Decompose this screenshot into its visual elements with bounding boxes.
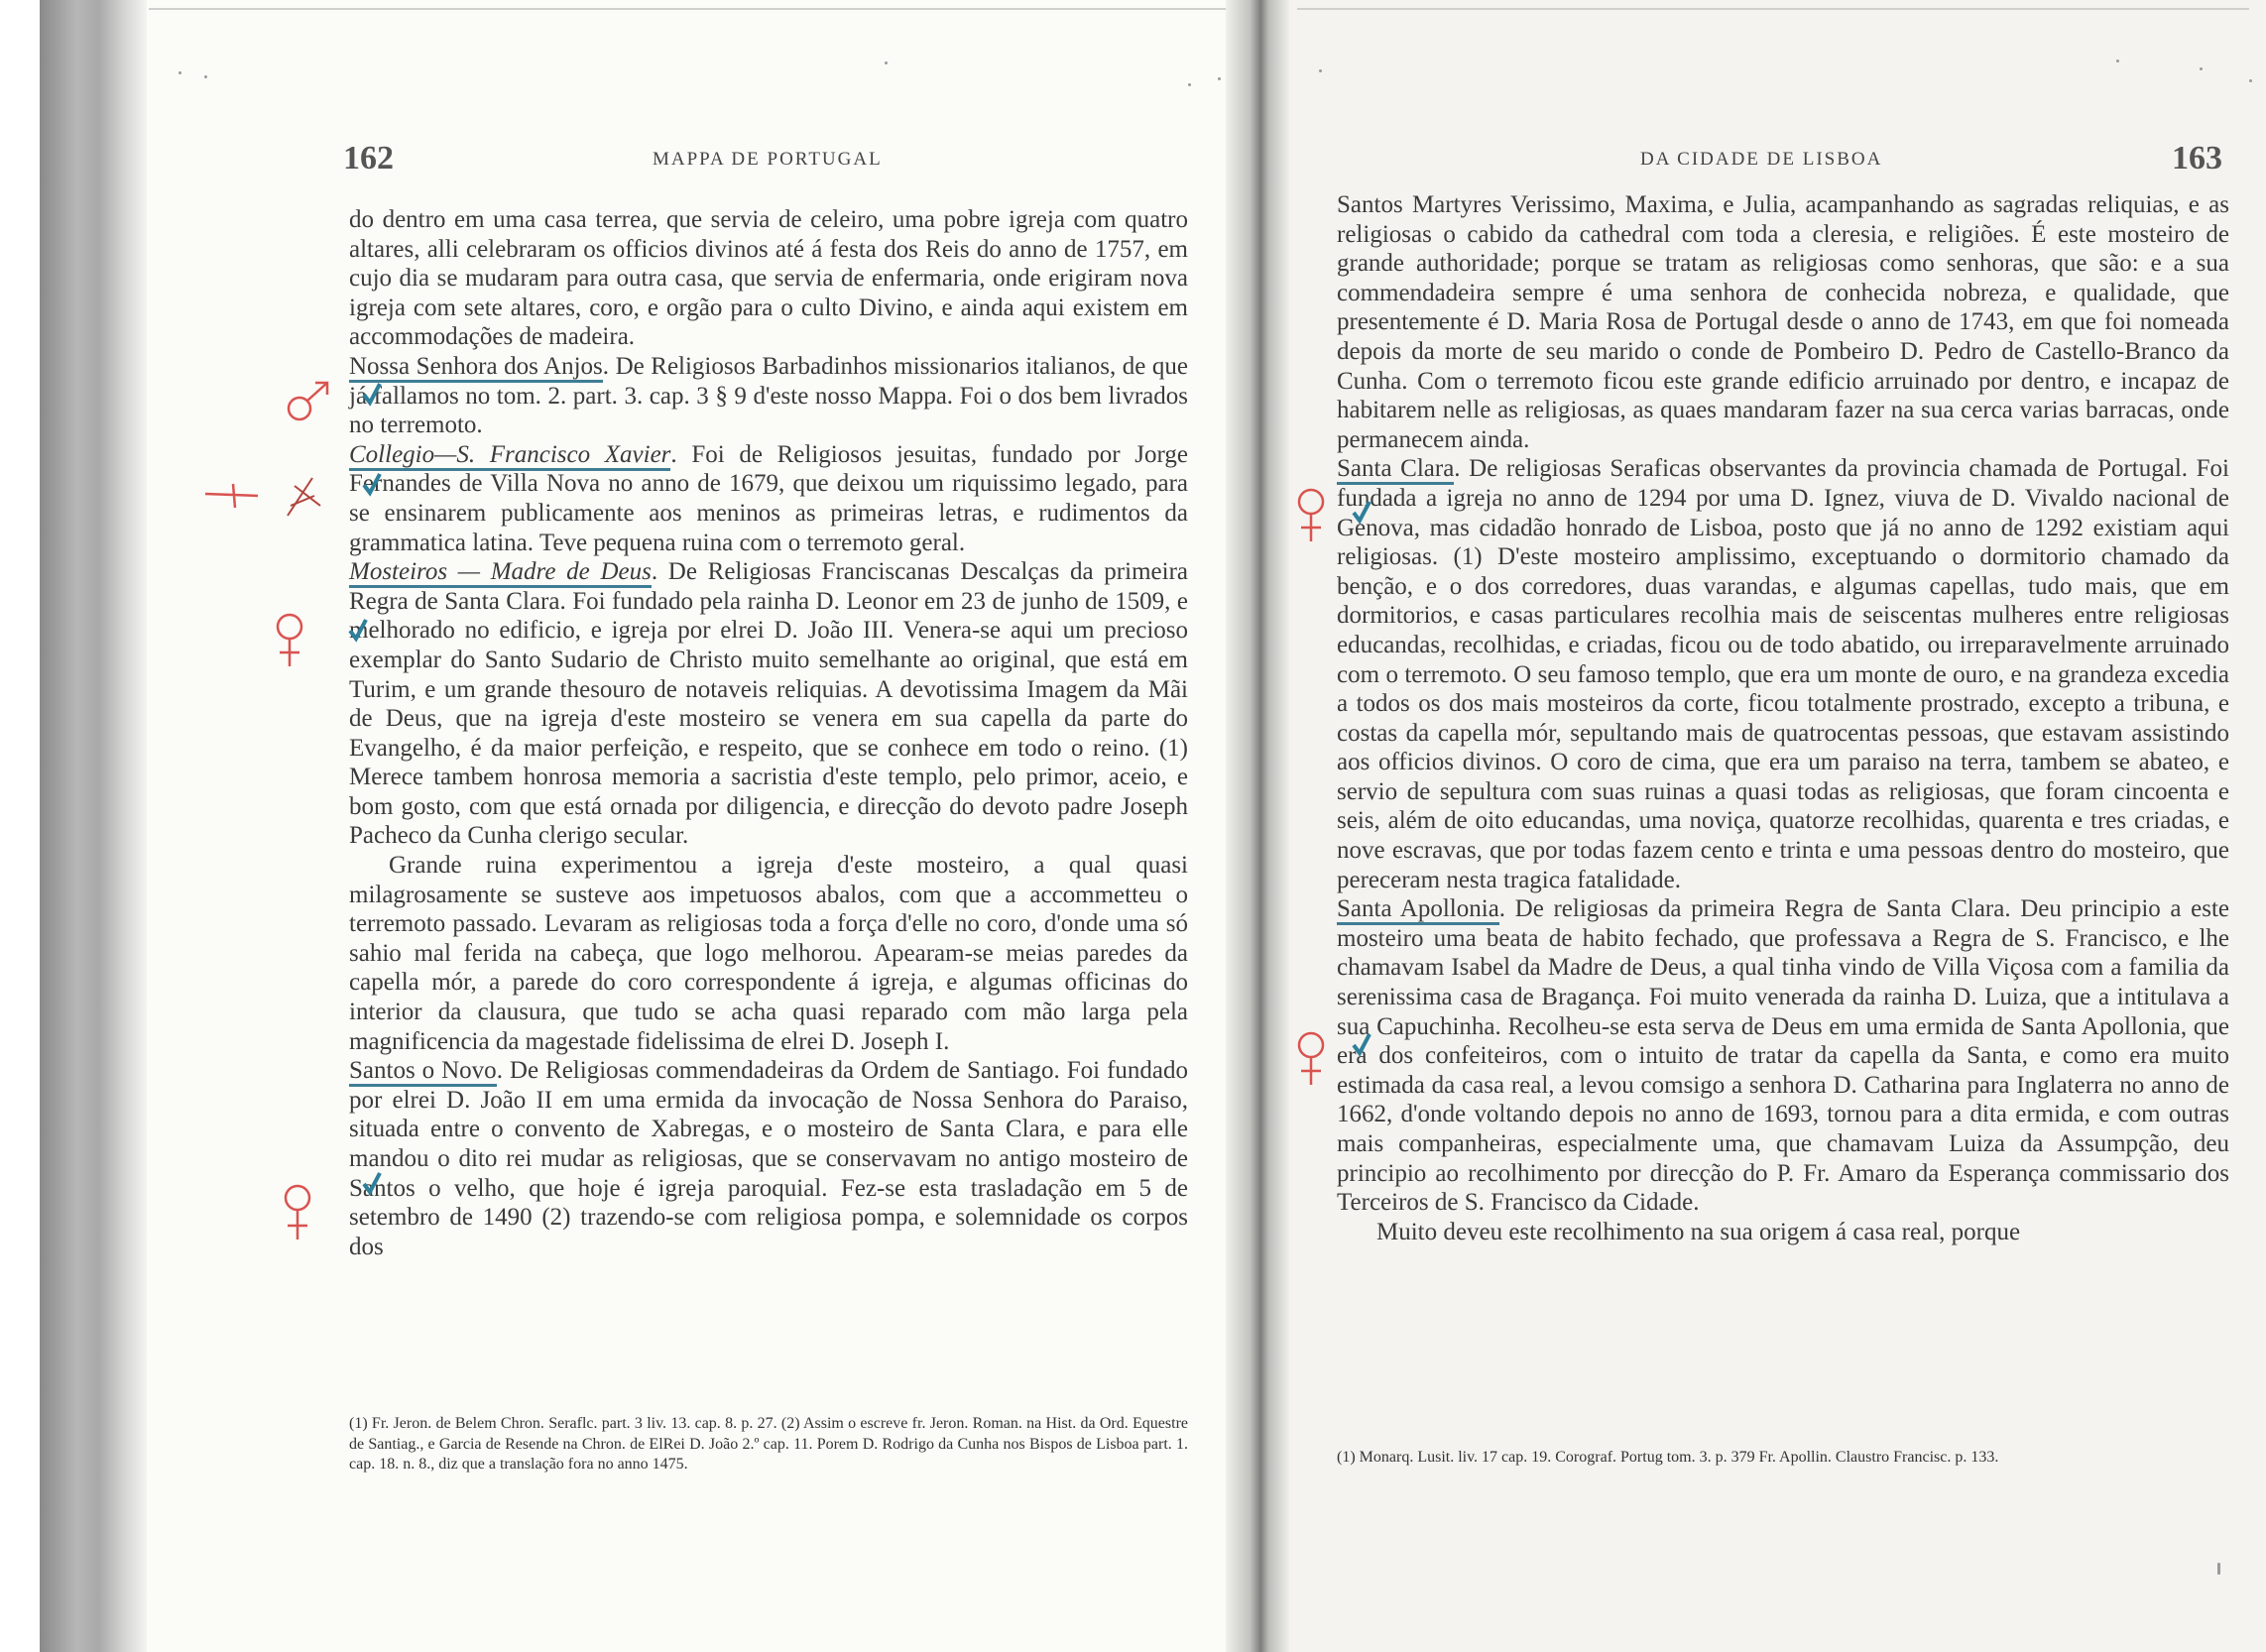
paragraph bbox=[1337, 894, 2229, 1218]
checkmark-icon bbox=[347, 617, 369, 643]
top-rule bbox=[1297, 8, 2249, 10]
paragraph-text: . De religiosas Seraficas observantes da provincia chamada de Portugal. Foi fundada a igreja no anno de 1294 por uma D. Ignez, viuva de D. Vivaldo nacional de Genova, mas cidadão honrado de Lisboa, posto que já no anno de 1292 existiam aqui religiosas. (1) D'este mosteiro amplissimo, exceptuando o dormitorio chamado da benção, e o dos corredores, duas varandas, e algumas capellas, tudo mais, que em dormitorios, e casas particulares recolhia mais de seiscentas mulheres entre religiosas educandas, recolhidas, e criadas, ficou ou de todo abatido, ou irreparavelmente arruinado com o terremoto. O seu famoso templo, que era um monte de ouro, e na grandeza excedia a todos os dos mais mosteiros da corte, ficou totalmente prostrado, excepto a tribuna, e costas da capella mór, sepultando mais de quatrocentas pessoas, que estavam assistindo aos officios divinos. O coro de cima, que era um paraiso na terra, tambem se abateo, e servio de sepultura com suas ruinas a quasi todas as religiosas, que foram cincoenta e seis, além de oito educandas, uma noviça, quatorze recolhidas, quarenta e tres criadas, e nove escravas, que por todas fazem cento e trinta e uma pessoas dentro do mosteiro, que pereceram nesta tragica fatalidade. bbox=[1337, 455, 2229, 893]
entry-heading: Santos o Novo bbox=[349, 1057, 497, 1087]
paragraph-text: Grande ruina experimentou a igreja d'este mosteiro, a qual quasi milagrosamente se susteve aos impetuosos abalos, com que a accommetteu o terremoto passado. Levaram as religiosas toda a força d'elle no coro, d'onde uma só sahio mal ferida na cabeça, que logo melhorou. Apearam-se meias paredes da capella mór, a parede do coro correspondente á igreja, e algumas officinas do interior da clausura, que tudo se acha quasi reparado com mão larga pela magnificencia da magestade fidelissima de elrei D. Joseph I. bbox=[349, 852, 1188, 1055]
page-number: 163 bbox=[2172, 140, 2222, 177]
paragraph bbox=[349, 1056, 1188, 1261]
female-symbol-annotation bbox=[1291, 1025, 1331, 1095]
paragraph bbox=[349, 557, 1188, 851]
crossed-symbol-annotation bbox=[203, 466, 332, 526]
female-symbol-annotation bbox=[270, 607, 309, 676]
paragraph-text: . De Religiosos Barbadinhos missionarios italianos, de que já fallamos no tom. 2. part. 3. cap. 3 § 9 d'este nosso Mappa. Foi o dos bem livrados no terremoto. bbox=[349, 352, 1188, 439]
checkmark-icon bbox=[361, 381, 383, 407]
paragraph-text: . De religiosas da primeira Regra de Santa Clara. Deu principio a este mosteiro uma beata de habito fechado, que professava a Regra de S. Francisco, e lhe chamavam Isabel da Madre de Deus, a qual tinha vindo de Villa Viçosa com a familia da serenissima casa de Bragança. Foi muito venerada da rainha D. Luiza, que a intitulava a sua Capuchinha. Recolheu-se esta serva de Deus em uma ermida de Santa Apollonia, que era dos confeiteiros, com o intuito de tratar da capella da Santa, e como era muito estimada da casa real, a levou comsigo a senhora D. Catharina para Inglaterra no anno de 1662, d'onde voltando depois no anno de 1693, tornou para a dita ermida, e com outras mais companheiras, especialmente uma, que chamavam Luiza da Assumpção, deu principio ao recolhimento por direcção do P. Fr. Amaro da Esperança commissario dos Terceiros de S. Francisco da Cidade. bbox=[1337, 895, 2229, 1217]
footnotes: (1) Monarq. Lusit. liv. 17 cap. 19. Corograf. Portug tom. 3. p. 379 Fr. Apollin. Claustro Francisc. p. 133. bbox=[1337, 1449, 1999, 1466]
paragraph-text: do dentro em uma casa terrea, que servia de celeiro, uma pobre igreja com quatro altares, alli celebraram os officios divinos até á festa dos Reis do anno de 1757, em cujo dia se mudaram para outra casa, que servia de enfermaria, onde erigiram nova igreja com sete altares, coro, e orgão para o culto Divino, e ainda aqui existem em accommodações de madeira. bbox=[349, 206, 1188, 351]
female-symbol-annotation bbox=[278, 1178, 317, 1247]
running-head: MAPPA DE PORTUGAL bbox=[653, 149, 883, 170]
paragraph bbox=[349, 352, 1188, 440]
binding-shadow bbox=[40, 0, 147, 1652]
entry-heading: Santa Apollonia bbox=[1337, 895, 1499, 925]
male-symbol-annotation bbox=[280, 369, 349, 428]
right-body-text bbox=[1337, 190, 2229, 1246]
paragraph-text: . Foi de Religiosos jesuitas, fundado por Jorge Fernandes de Villa Nova no anno de 1679, que deixou um riquissimo legado, para se ensinarem publicamente aos meninos as primeiras letras, e rudimentos da grammatica latina. Teve pequena ruina com o terremoto geral. bbox=[349, 440, 1188, 556]
checkmark-icon bbox=[361, 471, 383, 497]
paragraph bbox=[1337, 190, 2229, 454]
paragraph-text: . De Religiosas Franciscanas Descalças da primeira Regra de Santa Clara. Foi fundado pela rainha D. Leonor em 23 de junho de 1509, e melhorado no edificio, e igreja por elrei D. João III. Venera-se aqui um precioso exemplar do Santo Sudario de Christo muito semelhante ao original, que está em Turim, e um grande thesouro de notaveis reliquias. A devotissima Imagem da Mãi de Deus, que na igreja d'este mosteiro se venera em sua capella da parte do Evangelho, é da maior perfeição, e respeito, que se conhece em todo o reino. (1) Merece tambem honrosa memoria a sacristia d'este templo, pelo primor, aceio, e bom gosto, com que está ornada por diligencia, e direcção do devoto padre Joseph Pacheco da Cunha clerigo secular. bbox=[349, 558, 1188, 850]
entry-heading: Santa Clara bbox=[1337, 455, 1454, 485]
scan-edge bbox=[0, 0, 40, 1652]
checkmark-icon bbox=[1351, 499, 1372, 525]
footnotes: (1) Fr. Jeron. de Belem Chron. Seraflc. part. 3 liv. 13. cap. 8. p. 27. (2) Assim o escreve fr. Jeron. Roman. na Hist. da Ord. Equestre de Santiag., e Garcia de Resende na Chron. de ElRei D. João 2.º cap. 11. Porem D. Rodrigo da Cunha nos Bispos de Lisboa part. 1. cap. 18. n. 8., diz que a translação fora no anno 1475. bbox=[349, 1415, 1188, 1473]
entry-heading: Mosteiros — Madre de Deus bbox=[349, 558, 652, 588]
running-head: DA CIDADE DE LISBOA bbox=[1640, 149, 1883, 170]
left-body-text bbox=[349, 205, 1188, 1261]
female-symbol-annotation bbox=[1291, 482, 1331, 551]
page-number: 162 bbox=[343, 140, 394, 177]
paragraph-text: Muito deveu este recolhimento na sua origem á casa real, porque bbox=[1376, 1218, 2021, 1245]
paragraph bbox=[349, 851, 1188, 1056]
paragraph-text: Santos Martyres Verissimo, Maxima, e Julia, acampanhando as sagradas reliquias, e as religiosas o cabido da cathedral com toda a cleresia, e religiões. É este mosteiro de grande authoridade; porque se tratam as religiosas como senhoras, que são: e a sua commendadeira sempre é uma senhora de conhecida nobreza, e qualidade, que presentemente é D. Maria Rosa de Portugal desde o anno de 1743, em que foi nomeada depois da morte de seu marido o conde de Pombeiro D. Pedro de Castello-Branco da Cunha. Com o terremoto ficou este grande edificio arruinado por dentro, e incapaz de habitarem nelle as religiosas, as quaes mandaram fazer na sua cerca varias barracas, onde permanecem ainda. bbox=[1337, 191, 2229, 453]
checkmark-icon bbox=[361, 1170, 383, 1196]
entry-heading: Nossa Senhora dos Anjos bbox=[349, 353, 603, 383]
right-page bbox=[1257, 0, 2266, 1652]
paragraph bbox=[1337, 1218, 2229, 1247]
entry-heading: Collegio—S. Francisco Xavier bbox=[349, 441, 670, 471]
top-rule bbox=[149, 8, 1230, 10]
paragraph bbox=[349, 440, 1188, 557]
checkmark-icon bbox=[1351, 1031, 1372, 1057]
paragraph bbox=[1337, 454, 2229, 894]
paragraph bbox=[349, 205, 1188, 352]
paragraph-text: . De Religiosas commendadeiras da Ordem de Santiago. Foi fundado por elrei D. João II em uma ermida da invocação de Nossa Senhora do Paraiso, situada entre o convento de Xabregas, e o mosteiro de Santa Clara, e para elle mandou o dito rei mudar as religiosas, que se conservavam no antigo mosteiro de Santos o velho, que hoje é igreja paroquial. Fez-se esta trasladação em 5 de setembro de 1490 (2) trazendo-se com religiosa pompa, e solemnidade os corpos dos bbox=[349, 1057, 1189, 1260]
